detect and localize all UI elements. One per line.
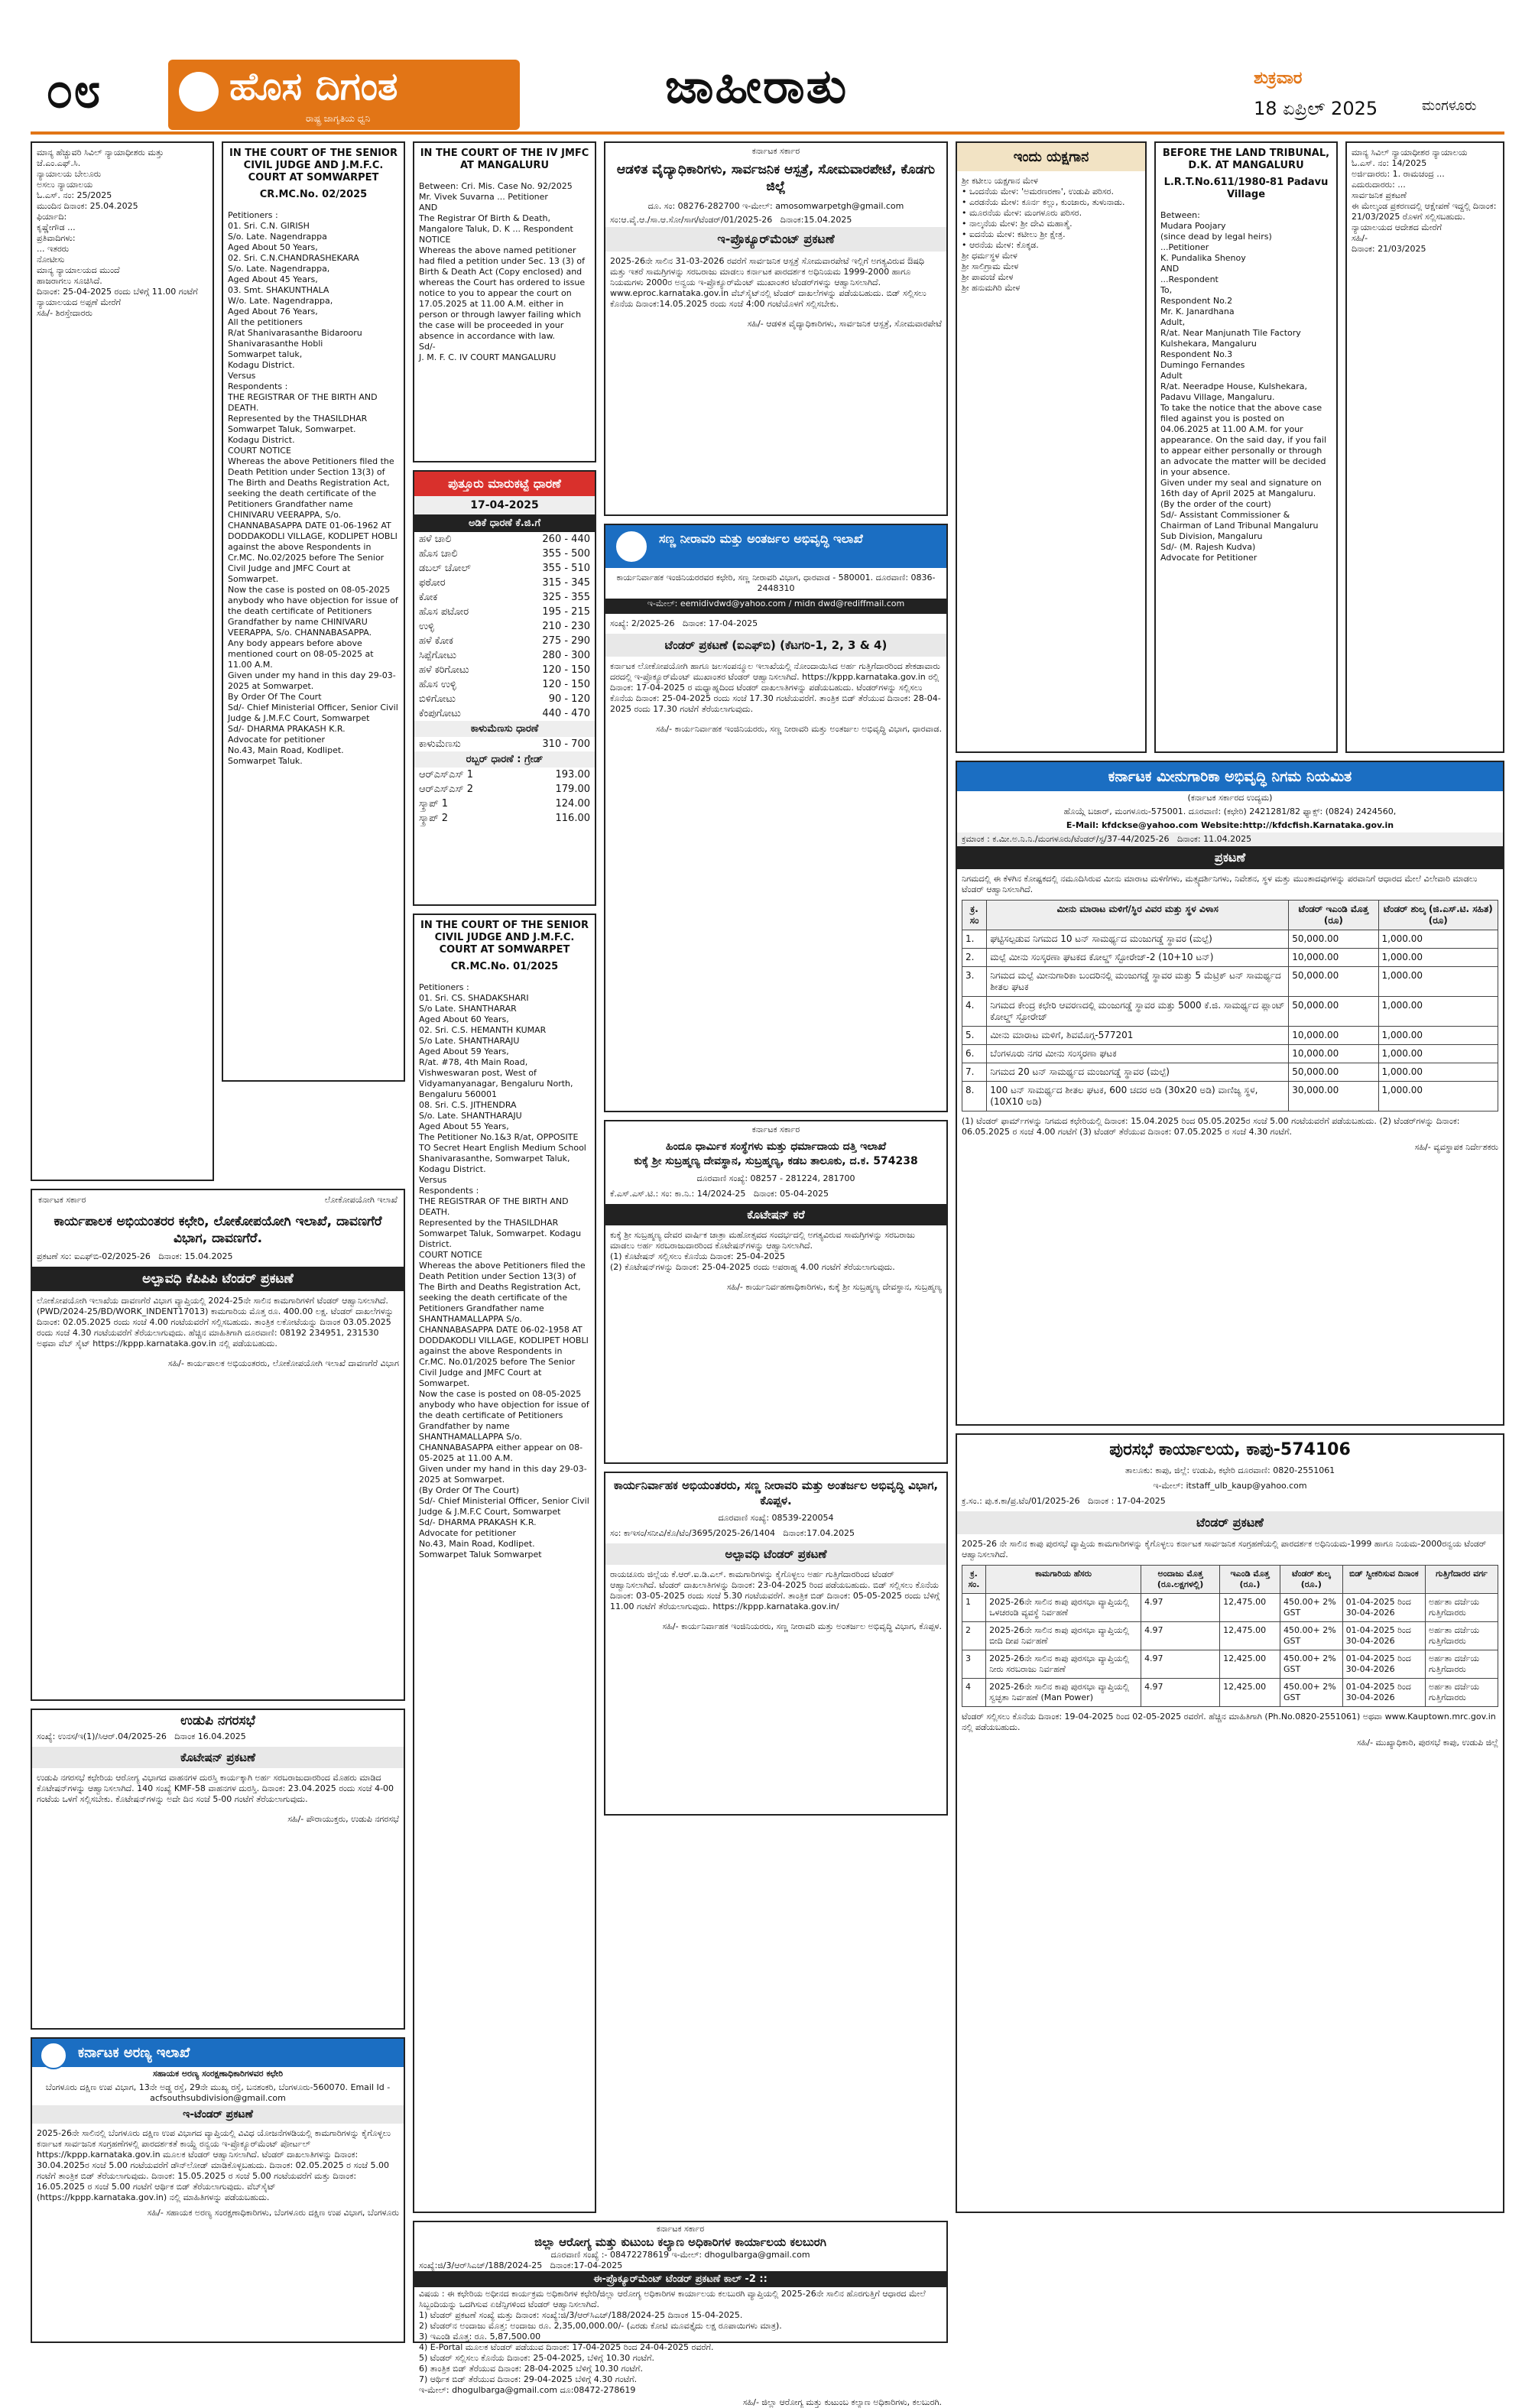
court-heading: IN THE COURT OF THE SENIOR CIVIL JUDGE AND J.M.F.C. COURT AT SOMWARPET xyxy=(420,920,592,956)
rate-value: 120 - 150 xyxy=(542,664,590,676)
hospital-contact: ದೂ. ಸಂ: 08276-282700 ಇ-ಮೇಲ್: amosomwarpetgh@gmail.com xyxy=(647,201,904,211)
rate-name: ಹೊಸ ಚಾಲಿ xyxy=(419,548,458,560)
rate-value: 325 - 355 xyxy=(542,592,590,603)
court-notice-somwarpet-2 xyxy=(222,141,405,1082)
kaup-email: ಇ-ಮೇಲ್: itstaff_ulb_kaup@yahoo.com xyxy=(1153,1481,1307,1491)
table-cell: 12,475.00 xyxy=(1220,1594,1280,1622)
dept-header: ಲೋಕೋಪಯೋಗಿ ಇಲಾಖೆ xyxy=(324,1195,398,1205)
table-cell: 30,000.00 xyxy=(1289,1082,1378,1112)
table-cell: 1 xyxy=(962,1594,986,1622)
notice-title: ಇ-ಟೆಂಡರ್ ಪ್ರಕಟಣೆ xyxy=(32,2105,404,2124)
table-cell: 1,000.00 xyxy=(1378,997,1498,1027)
table-cell: 1. xyxy=(962,930,987,949)
column-header: ಗುತ್ತಿಗೆದಾರರ ವರ್ಗ xyxy=(1425,1566,1498,1594)
kaup-sign: ಸಹಿ/- ಮುಖ್ಯಾಧಿಕಾರಿ, ಪುರಸಭೆ ಕಾಪು, ಉಡುಪಿ ಜಿಲ್ಲೆ xyxy=(1356,1738,1498,1748)
tribunal-heading: BEFORE THE LAND TRIBUNAL, D.K. AT MANGALURU xyxy=(1162,148,1333,171)
rate-name: ಸ್ಕ್ರಾಪ್ 2 xyxy=(419,813,449,824)
koppal-tender xyxy=(604,1472,948,1816)
fisheries-addr: ಹೊಯ್ಗೆ ಬಜಾರ್, ಮಂಗಳೂರು-575001. ದೂರವಾಣಿ: (ಕಛೇರಿ) 2421281/82 ಫ್ಯಾಕ್ಸ್: (0824) 2424560, xyxy=(1063,806,1397,816)
fisheries-email: E-Mail: kfdckse@yahoo.com Website:http://kfdcfish.Karnataka.gov.in xyxy=(1066,820,1394,830)
table-cell: 2025-26ನೇ ಸಾಲಿನ ಕಾಪು ಪುರಸಭಾ ವ್ಯಾಪ್ತಿಯಲ್ಲಿ ನೀರು ಸರಬರಾಜು ನಿರ್ವಹಣೆ xyxy=(986,1650,1141,1679)
rate-row xyxy=(414,576,595,590)
kaup-footer: ಟೆಂಡರ್ ಸಲ್ಲಿಸಲು ಕೊನೆಯ ದಿನಾಂಕ: 19-04-2025 ರಿಂದ 02-05-2025 ರವರೆಗೆ. ಹೆಚ್ಚಿನ ಮಾಹಿತಿಗಾಗಿ (Ph.No.0820-2551061) ಅಥವಾ www.Kauptown.mrc.gov.in ನಲ್ಲಿ ಪಡೆಯಬಹುದು. xyxy=(962,1712,1499,1732)
hospital-ref: ಸಂ:ಆ.ವೈ.ಆ./ಸಾ.ಆ.ಸೋ/ಸಾಗ/ಟೆಂಡರ್/01/2025-26 ದಿನಾಂಕ:15.04.2025 xyxy=(610,215,852,225)
hospital-body: 2025-26ನೇ ಸಾಲಿನ 31-03-2026 ರವರೆಗೆ ಸಾರ್ವಜನಿಕ ಆಸ್ಪತ್ರೆ ಸೋಮವಾರಪೇಟೆ ಇಲ್ಲಿಗೆ ಅಗತ್ಯವಿರುವ ಔಷಧಿ ಮತ್ತು ಇತರೆ ಸಾಮಗ್ರಿಗಳನ್ನು ಸರಬರಾಜು ಮಾಡಲು ಕರ್ನಾಟಕ ಪಾರದರ್ಶಕ ಅಧಿನಿಯಮ 1999-2000 ಹಾಗೂ ನಿಯಮಗಳು 2000ರ ಅನ್ವಯ ಇ-ಪ್ರೊಕ್ಯೂರ್‌ಮೆಂಟ್ ಮುಖಾಂತರ ಟೆಂಡರ್‌ಗಳನ್ನು ಆಹ್ವಾನಿಸಲಾಗಿದೆ. www.eproc.karnataka.gov.in ವೆಬ್‌ಸೈಟ್‌ನಲ್ಲಿ ಟೆಂಡರ್ ದಾಖಲೆಗಳನ್ನು ಪಡೆಯಬಹುದು. ಬಿಡ್ ಸಲ್ಲಿಸಲು ಕೊನೆಯ ದಿನಾಂಕ:14.05.2025 ರಂದು ಸಂಜೆ 4:00 ಗಂಟೆಯೊಳಗೆ ಸಲ್ಲಿಸಬೇಕು. xyxy=(610,256,930,309)
table-cell: 01-04-2025 ರಿಂದ 30-04-2026 xyxy=(1342,1622,1425,1650)
rate-name: ಆರ್‌ಎಸ್‌ಎಸ್ 1 xyxy=(419,769,473,780)
rate-value: 440 - 470 xyxy=(542,708,590,719)
table-cell: 12,475.00 xyxy=(1220,1622,1280,1650)
forest-emblem-icon xyxy=(40,2042,67,2069)
health-contact: ದೂರವಾಣಿ ಸಂಖ್ಯೆ :- 08472278619 ಇ-ಮೇಲ್: dhogulbarga@gmail.com xyxy=(550,2250,810,2260)
govt-header: ಕರ್ನಾಟಕ ಸರ್ಕಾರ xyxy=(38,1195,86,1205)
logo-tagline: ರಾಷ್ಟ್ರ ಜಾಗೃತಿಯ ಧ್ವನಿ xyxy=(306,113,371,124)
rate-value: 355 - 510 xyxy=(542,563,590,574)
rate-row xyxy=(414,706,595,721)
table-cell: 4 xyxy=(962,1679,986,1707)
table-cell: ನಿಗಮದ 20 ಟನ್ ಸಾಮರ್ಥ್ಯದ ಮಂಜುಗಡ್ಡೆ ಸ್ಥಾವರ (ಮಲ್ಪೆ) xyxy=(987,1063,1289,1082)
rate-name: ಹಳೆ ಕೋಕ xyxy=(419,635,453,647)
rate-value: 310 - 700 xyxy=(542,738,590,750)
govt-header: ಕರ್ನಾಟಕ ಸರ್ಕಾರ xyxy=(751,1124,800,1134)
court-notice-belur xyxy=(31,141,214,1181)
rate-name: ಹೊಸ ಪಟೋರ xyxy=(419,606,469,618)
page-number: ೦೮ xyxy=(46,63,101,119)
logo xyxy=(168,60,520,130)
hospital-title: ಆಡಳಿತ ವೈದ್ಯಾಧಿಕಾರಿಗಳು, ಸಾರ್ವಜನಿಕ ಆಸ್ಪತ್ರೆ, ಸೋಮವಾರಪೇಟೆ, ಕೊಡಗು ಜಿಲ್ಲೆ xyxy=(616,162,939,194)
notice-title: ಪ್ರಕಟಣೆ xyxy=(957,846,1503,869)
table-cell: ಅರ್ಹತಾ ದರ್ಜೆಯ ಗುತ್ತಿಗೆದಾರರು xyxy=(1425,1622,1498,1650)
court-notice-right xyxy=(1345,141,1504,753)
table-cell: 4.97 xyxy=(1141,1622,1220,1650)
column-header: ಮೀನು ಮಾರಾಟ ಮಳಿಗೆ/ಸ್ಥಿರ ವಿವರ ಮತ್ತು ಸ್ಥಳ ವಿಳಾಸ xyxy=(987,901,1289,930)
table-cell: 2025-26ನೇ ಸಾಲಿನ ಕಾಪು ಪುರಸಭಾ ವ್ಯಾಪ್ತಿಯಲ್ಲಿ ಸ್ವಚ್ಛತಾ ನಿರ್ವಹಣೆ (Man Power) xyxy=(986,1679,1141,1707)
temple-sign: ಸಹಿ/- ಕಾರ್ಯನಿರ್ವಹಣಾಧಿಕಾರಿಗಳು, ಕುಕ್ಕೆ ಶ್ರೀ ಸುಬ್ರಹ್ಮಣ್ಯ ದೇವಸ್ಥಾನ, ಸುಬ್ರಹ್ಮಣ್ಯ xyxy=(726,1282,942,1292)
table-cell: 2 xyxy=(962,1622,986,1650)
udupi-title: ಉಡುಪಿ ನಗರಸಭೆ xyxy=(180,1713,255,1728)
column-header: ಬಿಡ್ ಸ್ವೀಕರಿಸುವ ದಿನಾಂಕ xyxy=(1342,1566,1425,1594)
yakshagana-title: ಇಂದು ಯಕ್ಷಗಾನ xyxy=(957,143,1145,171)
column-header: ಇಎಂಡಿ ಮೊತ್ತ (ರೂ.) xyxy=(1220,1566,1280,1594)
fisheries-tender xyxy=(956,761,1504,1426)
udupi-sign: ಸಹಿ/- ಪೌರಾಯುಕ್ತರು, ಉಡುಪಿ ನಗರಸಭೆ xyxy=(287,1814,399,1824)
pwd-title: ಕಾರ್ಯಪಾಲಕ ಅಭಿಯಂತರರ ಕಛೇರಿ, ಲೋಕೋಪಯೋಗಿ ಇಲಾಖೆ, ದಾವಣಗೆರೆ ವಿಭಾಗ, ದಾವಣಗೆರೆ. xyxy=(54,1214,387,1246)
rate-name: ಉಳ್ಳಿ xyxy=(419,621,434,632)
hospital-tender xyxy=(604,141,948,516)
table-cell: 5. xyxy=(962,1027,987,1045)
table-cell: ಘಟ್ಟಿಸಲ್ಪಡುವ ನಿಗಮದ 10 ಟನ್ ಸಾಮರ್ಥ್ಯದ ಮಂಜುಗಡ್ಡೆ ಸ್ಥಾವರ (ಮಲ್ಪೆ) xyxy=(987,930,1289,949)
rate-value: 195 - 215 xyxy=(542,606,590,618)
table-cell: 4.97 xyxy=(1141,1679,1220,1707)
rate-value: 124.00 xyxy=(555,798,590,810)
hospital-sign: ಸಹಿ/- ಆಡಳಿತ ವೈದ್ಯಾಧಿಕಾರಿಗಳು, ಸಾರ್ವಜನಿಕ ಆಸ್ಪತ್ರೆ, ಸೋಮವಾರಪೇಟೆ xyxy=(747,319,942,329)
table-row xyxy=(962,1082,1498,1112)
court-body: Between: Cri. Mis. Case No. 92/2025 Mr. Vivek Suvarna ... Petitioner AND The Registrar Of Birth & Death, Mangalore Taluk, D. K ... Respondent NOTICE Whereas the above named petitioner had filed a petition under Sec. 13 (3) of Birth & Death Act (Copy enclosed) and whereas the Court has ordered to issue notice to you to appear the court on 17.05.2025 at 11.00 A.M. either in person or through lawyer failing which the case will be proceeded in your absence in accordance with law. Sd/- J. M. F. C. IV COURT MANGALURU xyxy=(419,181,586,362)
table-row xyxy=(962,1063,1498,1082)
rate-row xyxy=(414,648,595,663)
table-cell: 450.00+ 2% GST xyxy=(1280,1594,1343,1622)
yakshagana-body: ಶ್ರೀ ಕಟೀಲು ಯಕ್ಷಗಾನ ಮೇಳ • ಒಂದನೆಯ ಮೇಳ: 'ಅಮರಣರಣಾ', ಉಡುಪಿ ಪರಿಸರ. • ಎರಡನೆಯ ಮೇಳ: ಕೂರ್ನ ಕಲ್ಲು, ಕುಂಜಾರು, ತುಳುನಾಡು. • ಮೂರನೆಯ ಮೇಳ: ಮಂಗಳೂರು ಪರಿಸರ. • ನಾಲ್ಕನೆಯ ಮೇಳ: ಶ್ರೀ ದೇವಿ ಮಹಾತ್ಮೆ. • ಐದನೆಯ ಮೇಳ: ಕಟೀಲು ಶ್ರೀ ಕ್ಷೇತ್ರ. • ಆರನೆಯ ಮೇಳ: ಕೊಕ್ಕಡ. ಶ್ರೀ ಧರ್ಮಸ್ಥಳ ಮೇಳ ಶ್ರೀ ಸಾಲಿಗ್ರಾಮ ಮೇಳ ಶ್ರೀ ಪಾವಂಜೆ ಮೇಳ ಶ್ರೀ ಹನುಮಗಿರಿ ಮೇಳ xyxy=(962,176,1125,293)
table-cell: 12,425.00 xyxy=(1220,1679,1280,1707)
table-cell: ಬೆಂಗಳೂರು ನಗರ ಮೀನು ಸಂಸ್ಕರಣಾ ಘಟಕ xyxy=(987,1045,1289,1063)
irrigation-ref: ಸಂಖ್ಯೆ: 2/2025-26 ದಿನಾಂಕ: 17-04-2025 xyxy=(610,618,758,628)
table-row xyxy=(962,1594,1498,1622)
section-title: ಜಾಹೀರಾತು xyxy=(665,58,849,114)
case-number: CR.MC.No. 02/2025 xyxy=(259,189,368,200)
table-cell: 01-04-2025 ರಿಂದ 30-04-2026 xyxy=(1342,1679,1425,1707)
forest-sign: ಸಹಿ/- ಸಹಾಯಕ ಅರಣ್ಯ ಸಂರಕ್ಷಣಾಧಿಕಾರಿಗಳು, ಬೆಂಗಳೂರು ದಕ್ಷಿಣ ಉಪ ವಿಭಾಗ, ಬೆಂಗಳೂರು xyxy=(147,2208,399,2218)
rate-name: ಡಬಲ್ ಚೋಲ್ xyxy=(419,563,471,574)
column-header: ಅಂದಾಜು ಮೊತ್ತ (ರೂ.ಲಕ್ಷಗಳಲ್ಲಿ) xyxy=(1141,1566,1220,1594)
market-date: 17-04-2025 xyxy=(414,496,595,514)
irrigation-tender xyxy=(604,524,948,1112)
pepper-rate xyxy=(414,737,595,751)
health-ref: ಸಂಖ್ಯೆ:ಜಿ/3/ಆರ್‌ಸಿಎಚ್/188/2024-25 ದಿನಾಂಕ:17-04-2025 xyxy=(419,2260,623,2270)
table-cell: 450.00+ 2% GST xyxy=(1280,1679,1343,1707)
irrigation-office: ಕಾರ್ಯನಿರ್ವಾಹಕ ಇಂಜಿನಿಯರರವರ ಕಛೇರಿ, ಸಣ್ಣ ನೀರಾವರಿ ವಿಭಾಗ, ಧಾರವಾಡ - 580001. ದೂರವಾಣಿ: 0836-2448310 xyxy=(616,573,936,593)
column-header: ಟೆಂಡರ್ ಶುಲ್ಕ (ರೂ.) xyxy=(1280,1566,1343,1594)
kaup-ref: ಕ್ರ.ಸಂ.: ಪು.ಕ.ಕಾ/ಪ್ರ.ಟೆಂ/01/2025-26 ದಿನಾಂಕ : 17-04-2025 xyxy=(962,1496,1166,1506)
fisheries-table xyxy=(962,900,1498,1112)
issue-day: ಶುಕ್ರವಾರ xyxy=(1254,69,1303,88)
issue-date: 18 ಏಪ್ರಿಲ್ 2025 xyxy=(1254,98,1378,119)
table-cell: 100 ಟನ್ ಸಾಮರ್ಥ್ಯದ ಶೀತಲ ಘಟಕ, 600 ಚದರ ಅಡಿ (30x20 ಅಡಿ) ವಾಣಿಜ್ಯ ಸ್ಥಳ, (10X10 ಅಡಿ) xyxy=(987,1082,1289,1112)
koppal-ref: ಸಂ: ಕಾಇಸಂ/ಸನೀವಿ/ಕೊ/ಟೆಂ/3695/2025-26/1404 ದಿನಾಂಕ:17.04.2025 xyxy=(610,1528,855,1538)
tribunal-case: L.R.T.No.611/1980-81 Padavu Village xyxy=(1163,177,1332,200)
forest-sub: ಸಹಾಯಕ ಅರಣ್ಯ ಸಂರಕ್ಷಣಾಧಿಕಾರಿಗಳವರ ಕಛೇರಿ xyxy=(153,2069,283,2079)
rate-name: ಕೆಂಪುಗೋಟು xyxy=(419,708,461,719)
pwd-ref: ಪ್ರಕಟಣೆ ಸಂ: ಐಎಫ್‌ಬಿ-02/2025-26 ದಿನಾಂಕ: 15.04.2025 xyxy=(37,1251,233,1261)
table-row xyxy=(962,1027,1498,1045)
rate-row xyxy=(414,547,595,561)
header-rule xyxy=(31,131,1504,135)
rate-row xyxy=(414,782,595,797)
table-row xyxy=(962,930,1498,949)
table-row xyxy=(962,967,1498,997)
table-cell: ಮೀನು ಮಾರಾಟ ಮಳಿಗೆ, ಶಿವಮೊಗ್ಗ-577201 xyxy=(987,1027,1289,1045)
notice-title: ಟೆಂಡರ್ ಪ್ರಕಟಣೆ xyxy=(957,1511,1503,1534)
temple-contact: ದೂರವಾಣಿ ಸಂಖ್ಯೆ: 08257 - 281224, 281700 xyxy=(696,1173,855,1183)
court-heading: IN THE COURT OF THE SENIOR CIVIL JUDGE AND J.M.F.C. COURT AT SOMWARPET xyxy=(229,148,401,183)
notice-title: ಅಲ್ಪಾವಧಿ ಟೆಂಡರ್ ಪ್ರಕಟಣೆ xyxy=(605,1543,946,1565)
table-cell: 1,000.00 xyxy=(1378,1082,1498,1112)
table-cell: 1,000.00 xyxy=(1378,949,1498,967)
rate-row xyxy=(414,532,595,547)
udupi-ref: ಸಂಖ್ಯೆ: ಉನಸ/ಇ(1)/ಸಿಆರ್.04/2025-26 ದಿನಾಂಕ 16.04.2025 xyxy=(37,1731,246,1741)
court-heading: IN THE COURT OF THE IV JMFC AT MANGALURU xyxy=(420,148,592,171)
table-cell: 01-04-2025 ರಿಂದ 30-04-2026 xyxy=(1342,1650,1425,1679)
rate-row xyxy=(414,797,595,811)
table-cell: 12,425.00 xyxy=(1220,1650,1280,1679)
table-cell: 1,000.00 xyxy=(1378,930,1498,949)
table-cell: 4.97 xyxy=(1141,1650,1220,1679)
table-cell: 1,000.00 xyxy=(1378,967,1498,997)
temple-title: ಹಿಂದೂ ಧಾರ್ಮಿಕ ಸಂಸ್ಥೆಗಳು ಮತ್ತು ಧರ್ಮಾದಾಯ ದತ್ತಿ ಇಲಾಖೆ ಕುಕ್ಕೆ ಶ್ರೀ ಸುಬ್ರಹ್ಮಣ್ಯ ದೇವಸ್ಥಾನ, ಸುಬ್ರಹ್ಮಣ್ಯ, ಕಡಬ ತಾಲೂಕು, ದ.ಕ. 574238 xyxy=(634,1141,918,1167)
notice-title: ಕೊಟೇಷನ್ ಕರೆ xyxy=(605,1204,946,1225)
table-cell: 10,000.00 xyxy=(1289,1045,1378,1063)
table-cell: 50,000.00 xyxy=(1289,1063,1378,1082)
fisheries-ref: ಕ್ರಮಾಂಕ : ಕ.ಮೀ.ಅ.ನಿ.ನಿ./ಮಂಗಳೂರು/ಟೆಂಡರ್/ಸ್ಟ/37-44/2025-26 ದಿನಾಂಕ: 11.04.2025 xyxy=(957,832,1503,846)
market-title: ಪುತ್ತೂರು ಮಾರುಕಟ್ಟೆ ಧಾರಣೆ xyxy=(414,472,595,496)
table-row xyxy=(962,1622,1498,1650)
column-header: ಟೆಂಡರ್ ಇಎಂಡಿ ಮೊತ್ತ (ರೂ) xyxy=(1289,901,1378,930)
table-cell: 6. xyxy=(962,1045,987,1063)
court-notice-mangaluru xyxy=(413,141,596,462)
kaup-intro: 2025-26 ನೇ ಸಾಲಿನ ಕಾಪು ಪುರಸಭೆ ವ್ಯಾಪ್ತಿಯ ಕಾಮಗಾರಿಗಳನ್ನು ಕೈಗೊಳ್ಳಲು ಕರ್ನಾಟಕ ಸಾರ್ವಜನಿಕ ಸಂಗ್ರಹಣೆಯಲ್ಲಿ ಪಾರದರ್ಶಕ ಅಧಿನಿಯಮ-1999 ಹಾಗೂ ನಿಯಮ-2000ರನ್ವಯ ಟೆಂಡರ್ ಆಹ್ವಾನಿಸಲಾಗಿದೆ. xyxy=(962,1539,1489,1559)
rate-row xyxy=(414,619,595,634)
health-title: ಜಿಲ್ಲಾ ಆರೋಗ್ಯ ಮತ್ತು ಕುಟುಂಬ ಕಲ್ಯಾಣ ಅಧಿಕಾರಿಗಳ ಕಾರ್ಯಾಲಯ ಕಲಬುರಗಿ xyxy=(534,2235,826,2249)
rate-row xyxy=(414,768,595,782)
table-cell: 450.00+ 2% GST xyxy=(1280,1622,1343,1650)
fisheries-sub: (ಕರ್ನಾಟಕ ಸರ್ಕಾರದ ಉದ್ಯಮ) xyxy=(1187,793,1273,803)
table-header xyxy=(962,901,1498,930)
column-header: ಕ್ರ. ಸಂ. xyxy=(962,1566,986,1594)
table-cell: 50,000.00 xyxy=(1289,967,1378,997)
table-cell: 1,000.00 xyxy=(1378,1027,1498,1045)
pepper-title: ಕಾಳುಮೆಣಸು ಧಾರಣೆ xyxy=(414,721,595,737)
fisheries-footer: (1) ಟೆಂಡರ್ ಫಾರ್ಮ್‌ಗಳನ್ನು ನಿಗಮದ ಕಛೇರಿಯಲ್ಲಿ ದಿನಾಂಕ: 15.04.2025 ರಿಂದ 05.05.2025ರ ಸಂಜೆ 5.00 ಗಂಟೆಯವರೆಗೆ ಪಡೆಯಬಹುದು. (2) ಟೆಂಡರ್‌ಗಳನ್ನು ದಿನಾಂಕ: 06.05.2025 ರ ಸಂಜೆ 4.00 ಗಂಟೆಗೆ (3) ಟೆಂಡರ್ ತೆರೆಯುವ ದಿನಾಂಕ: 07.05.2025 ರ ಸಂಜೆ 4.30 ಗಂಟೆಗೆ. xyxy=(962,1116,1462,1137)
rate-name: ಬಿಳಿಗೋಟು xyxy=(419,693,456,705)
health-tender xyxy=(413,2221,948,2407)
land-tribunal-notice xyxy=(1154,141,1338,753)
table-row xyxy=(962,997,1498,1027)
irrigation-title: ಸಣ್ಣ ನೀರಾವರಿ ಮತ್ತು ಅಂತರ್ಜಲ ಅಭಿವೃದ್ಧಿ ಇಲಾಖೆ xyxy=(605,525,946,568)
table-cell: ಅರ್ಹತಾ ದರ್ಜೆಯ ಗುತ್ತಿಗೆದಾರರು xyxy=(1425,1594,1498,1622)
health-sign: ಸಹಿ/- ಜಿಲ್ಲಾ ಆರೋಗ್ಯ ಮತ್ತು ಕುಟುಂಬ ಕಲ್ಯಾಣ ಅಧಿಕಾರಿಗಳು, ಕಲಬುರಗಿ. xyxy=(742,2397,942,2407)
column-header: ಟೆಂಡರ್ ಶುಲ್ಕ (ಜಿ.ಎಸ್.ಟಿ. ಸಹಿತ) (ರೂ) xyxy=(1378,901,1498,930)
table-cell: 450.00+ 2% GST xyxy=(1280,1650,1343,1679)
rate-value: 355 - 500 xyxy=(542,548,590,560)
health-body: ವಿಷಯ : ಈ ಕಛೇರಿಯ ಅಧೀನದ ಕಾರ್ಯಕ್ರಮ ಅಧಿಕಾರಿಗಳ ಕಛೇರಿ/ಜಿಲ್ಲಾ ಆರೋಗ್ಯ ಅಧಿಕಾರಿಗಳ ಕಾರ್ಯಾಲಯ ಕಲಬುರಗಿ ವ್ಯಾಪ್ತಿಯಲ್ಲಿ 2025-26ನೇ ಸಾಲಿನ ಹೊರಗುತ್ತಿಗೆ ಆಧಾರದ ಮೇಲೆ ಸಿಬ್ಬಂದಿಯನ್ನು ಒದಗಿಸುವ ಏಜೆನ್ಸಿಗಳಿಂದ ಟೆಂಡರ್ ಆಹ್ವಾನಿಸಲಾಗಿದೆ. 1) ಟೆಂಡರ್ ಪ್ರಕಟಣೆ ಸಂಖ್ಯೆ ಮತ್ತು ದಿನಾಂಕ: ಸಂಖ್ಯೆ:ಜಿ/3/ಆರ್‌ಸಿಎಚ್/188/2024-25 ದಿನಾಂಕ 15-04-2025. 2) ಟೆಂಡರ್‌ನ ಅಂದಾಜು ಮೊತ್ತ: ಅಂದಾಜು ರೂ. 2,35,00,000.00/- (ಎರಡು ಕೋಟಿ ಮೂವತ್ತೈದು ಲಕ್ಷ ರೂಪಾಯಿಗಳು ಮಾತ್ರ). 3) ಇಎಂಡಿ ಮೊತ್ತ: ರೂ. 5,87,500.00 4) E-Portal ಮೂಲಕ ಟೆಂಡರ್ ಪಡೆಯುವ ದಿನಾಂಕ: 17-04-2025 ರಿಂದ 24-04-2025 ರವರೆಗೆ. 5) ಟೆಂಡರ್ ಸಲ್ಲಿಸಲು ಕೊನೆಯ ದಿನಾಂಕ: 25-04-2025, ಬೆಳಿಗ್ಗೆ 10.30 ಗಂಟೆಗೆ. 6) ತಾಂತ್ರಿಕ ಬಿಡ್ ತೆರೆಯುವ ದಿನಾಂಕ: 28-04-2025 ಬೆಳಿಗ್ಗೆ 10.30 ಗಂಟೆಗೆ. 7) ಆರ್ಥಿಕ ಬಿಡ್ ತೆರೆಯುವ ದಿನಾಂಕ: 29-04-2025 ಬೆಳಿಗ್ಗೆ 4.30 ಗಂಟೆಗೆ. ಇ-ಮೇಲ್: dhogulbarga@gmail.com ದೂ:08472-278619 xyxy=(419,2289,926,2395)
column-header: ಕಾಮಗಾರಿಯ ಹೆಸರು xyxy=(986,1566,1141,1594)
table-cell: 01-04-2025 ರಿಂದ 30-04-2026 xyxy=(1342,1594,1425,1622)
table-cell: 3. xyxy=(962,967,987,997)
table-cell: 3 xyxy=(962,1650,986,1679)
irrigation-sign: ಸಹಿ/- ಕಾರ್ಯನಿರ್ವಾಹಕ ಇಂಜಿನಿಯರರು, ಸಣ್ಣ ನೀರಾವರಿ ಮತ್ತು ಅಂತರ್ಜಲ ಅಭಿವೃದ್ಧಿ ವಿಭಾಗ, ಧಾರವಾಡ. xyxy=(656,724,942,734)
rate-value: 116.00 xyxy=(555,813,590,824)
table-row xyxy=(962,1650,1498,1679)
rate-value: 120 - 150 xyxy=(542,679,590,690)
market-subtitle: ಅಡಿಕೆ ಧಾರಣೆ ಕೆ.ಜಿ.ಗೆ xyxy=(414,514,595,532)
table-cell: ಅರ್ಹತಾ ದರ್ಜೆಯ ಗುತ್ತಿಗೆದಾರರು xyxy=(1425,1679,1498,1707)
notice-title: ಅಲ್ಪಾವಧಿ ಕೆಪಿಪಿಪಿ ಟೆಂಡರ್ ಪ್ರಕಟಣೆ xyxy=(32,1267,404,1291)
logo-text: ಹೊಸ ದಿಗಂತ xyxy=(229,64,398,109)
rate-value: 90 - 120 xyxy=(548,693,590,705)
fisheries-title: ಕರ್ನಾಟಕ ಮೀನುಗಾರಿಕಾ ಅಭಿವೃದ್ಧಿ ನಿಗಮ ನಿಯಮಿತ xyxy=(957,762,1503,791)
table-cell: 2025-26ನೇ ಸಾಲಿನ ಕಾಪು ಪುರಸಭಾ ವ್ಯಾಪ್ತಿಯಲ್ಲಿ ಬೀದಿ ದೀಪ ನಿರ್ವಹಣೆ xyxy=(986,1622,1141,1650)
rate-name: ಕೋಕ xyxy=(419,592,438,603)
pwd-tender xyxy=(31,1189,405,1701)
rate-name: ಹಳೆ ಚಾಲಿ xyxy=(419,534,452,545)
rate-value: 179.00 xyxy=(555,784,590,795)
rate-row xyxy=(414,634,595,648)
table-cell: ಮಲ್ಪೆ ಮೀನು ಸಂಸ್ಕರಣಾ ಘಟಕದ ಕೋಲ್ಡ್ ಸ್ಟೋರೇಜ್-2 (10+10 ಟನ್) xyxy=(987,949,1289,967)
rate-name: ಫಠೋರ xyxy=(419,577,446,589)
table-cell: 2. xyxy=(962,949,987,967)
table-cell: 10,000.00 xyxy=(1289,1027,1378,1045)
rate-name: ಹಳೆ ಕರಿಗೋಟು xyxy=(419,664,469,676)
pwd-body: ಲೋಕೋಪಯೋಗಿ ಇಲಾಖೆಯ ದಾವಣಗೆರೆ ವಿಭಾಗ ವ್ಯಾಪ್ತಿಯಲ್ಲಿ 2024-25ನೇ ಸಾಲಿನ ಕಾಮಗಾರಿಗಳಿಗೆ ಟೆಂಡರ್ ಆಹ್ವಾನಿಸಲಾಗಿದೆ. (PWD/2024-25/BD/WORK_INDENT17013) ಕಾಮಗಾರಿಯ ಮೊತ್ತ ರೂ. 400.00 ಲಕ್ಷ. ಟೆಂಡರ್ ದಾಖಲೆಗಳನ್ನು ದಿನಾಂಕ: 02.05.2025 ರಂದು ಸಂಜೆ 4.00 ಗಂಟೆಯವರೆಗೆ ಸಲ್ಲಿಸಬಹುದು. ತಾಂತ್ರಿಕ ಲಕೋಟೆಯನ್ನು ದಿನಾಂಕ 03.05.2025 ರಂದು ಸಂಜೆ 4.30 ಗಂಟೆಯವರೆಗೆ ತೆರೆಯಲಾಗುವುದು. ಹೆಚ್ಚಿನ ಮಾಹಿತಿಗಾಗಿ ದೂರವಾಣಿ: 08192 234951, 231530 ಅಥವಾ ವೆಬ್ ಸೈಟ್ https://kppp.karnataka.gov.in ನಲ್ಲಿ ಪಡೆಯಬಹುದು. xyxy=(37,1296,397,1348)
court-body: Petitioners : 01. Sri. C.N. GIRISH S/o. Late. Nagendrappa Aged About 50 Years, 02. Sri. C.N.CHANDRASHEKARA S/o. Late. Nagendrappa, Aged About 45 Years, 03. Smt. SHAKUNTHALA W/o. Late. Nagendrappa, Aged About 76 Years, All the petitioners R/at Shanivarasanthe Bidarooru Shanivarasanthe Hobli Somwarpet taluk, Kodagu District. Versus Respondents : THE REGISTRAR OF THE BIRTH AND DEATH. Represented by the THASILDHAR Somwarpet Taluk, Somwarpet. Kodagu District. COURT NOTICE Whereas the above Petitioners filed the Death Petition under Section 13(3) of The Birth and Deaths Registration Act, seeking the death certificate of the Petitioners Grandfather name CHINIVARU VEERAPPA, S/o. CHANNABASAPPA DATE 01-06-1962 AT DODDAKODLI VILLAGE, KODLIPET HOBLI against the above Respondents in Cr.MC. No.02/2025 before The Senior Civil Judge and JMFC Court at Somwarpet. Now the case is posted on 08-05-2025 anybody who have objection for issue of the death certificate of Petitioners Grandfather by name CHINIVARU VEERAPPA, S/o. CHANNABASAPPA. Any body appears before above mentioned court on 08-05-2025 at 11.00 A.M. Given under my hand in this day 29-03-2025 at Somwarpet. By Order Of The Court Sd/- Chief Ministerial Officer, Senior Civil Judge & J.M.F.C Court, Somwarpet Sd/- DHARMA PRAKASH K.R. Advocate for petitioner No.43, Main Road, Kodlipet. Somwarpet Taluk. xyxy=(228,210,398,766)
case-number: CR.MC.No. 01/2025 xyxy=(450,961,559,972)
koppal-body: ರಾಯಚೂರು ಜಿಲ್ಲೆಯ ಕೆ.ಆರ್.ಐ.ಡಿ.ಎಲ್. ಕಾಮಗಾರಿಗಳನ್ನು ಕೈಗೊಳ್ಳಲು ಅರ್ಹ ಗುತ್ತಿಗೆದಾರರಿಂದ ಟೆಂಡರ್ ಆಹ್ವಾನಿಸಲಾಗಿದೆ. ಟೆಂಡರ್ ದಾಖಲಾತಿಗಳನ್ನು ದಿನಾಂಕ: 23-04-2025 ರಿಂದ ಪಡೆಯಬಹುದು. ಬಿಡ್ ಸಲ್ಲಿಸಲು ಕೊನೆಯ ದಿನಾಂಕ: 03-05-2025 ರಂದು ಸಂಜೆ 5.30 ಗಂಟೆಯವರೆಗೆ. ತಾಂತ್ರಿಕ ಬಿಡ್ ದಿನಾಂಕ: 05-05-2025 ರಂದು ಬೆಳಿಗ್ಗೆ 11.00 ಗಂಟೆಗೆ ತೆರೆಯಲಾಗುವುದು. https://kppp.karnataka.gov.in/ xyxy=(610,1569,943,1611)
koppal-contact: ದೂರವಾಣಿ ಸಂಖ್ಯೆ: 08539-220054 xyxy=(718,1513,834,1523)
rate-name: ಕಾಳುಮೆಣಸು xyxy=(419,738,461,750)
table-row xyxy=(962,1679,1498,1707)
table-cell: ಅರ್ಹತಾ ದರ್ಜೆಯ ಗುತ್ತಿಗೆದಾರರು xyxy=(1425,1650,1498,1679)
table-cell: ನಿಗಮದ ಕೇಂದ್ರ ಕಛೇರಿ ಆವರಣದಲ್ಲಿ ಮಂಜುಗಡ್ಡೆ ಸ್ಥಾವರ ಮತ್ತು 5000 ಕೆ.ಜಿ. ಸಾಮರ್ಥ್ಯದ ಪ್ಲಾಂಟ್ ಕೋಲ್ಡ್ ಸ್ಟೋರೇಜ್ xyxy=(987,997,1289,1027)
rate-row xyxy=(414,663,595,677)
rate-row xyxy=(414,605,595,619)
temple-quotation xyxy=(604,1120,948,1464)
forest-addr: ಬೆಂಗಳೂರು ದಕ್ಷಿಣ ಉಪ ವಿಭಾಗ, 13ನೇ ಅಡ್ಡ ರಸ್ತೆ, 29ನೇ ಮುಖ್ಯ ರಸ್ತೆ, ಬನಶಂಕರಿ, ಬೆಂಗಳೂರು-560070. Email Id - acfsouthsubdivision@gmail.com xyxy=(45,2082,393,2103)
notice-title: ಈ-ಪ್ರೊಕ್ಯೂರ್‌ಮೆಂಟ್ ಟೆಂಡರ್ ಪ್ರಕಟಣೆ ಕಾಲ್ -2 :: xyxy=(414,2271,946,2287)
rate-value: 315 - 345 xyxy=(542,577,590,589)
yakshagana-listing xyxy=(956,141,1147,753)
table-cell: 8. xyxy=(962,1082,987,1112)
kaup-title: ಪುರಸಭೆ ಕಾರ್ಯಾಲಯ, ಕಾಪು-574106 xyxy=(1109,1440,1351,1459)
rate-name: ಹೊಸ ಉಳ್ಳಿ xyxy=(419,679,456,690)
logo-emblem-icon xyxy=(179,72,219,112)
rate-row xyxy=(414,561,595,576)
koppal-sign: ಸಹಿ/- ಕಾರ್ಯನಿರ್ವಾಹಕ ಇಂಜಿನಿಯರರು, ಸಣ್ಣ ನೀರಾವರಿ ಮತ್ತು ಅಂತರ್ಜಲ ಅಭಿವೃದ್ಧಿ ವಿಭಾಗ, ಕೊಪ್ಪಳ. xyxy=(662,1621,942,1631)
edition: ಮಂಗಳೂರು xyxy=(1422,98,1477,114)
table-row xyxy=(962,1045,1498,1063)
rate-row xyxy=(414,590,595,605)
table-header xyxy=(962,1566,1498,1594)
arecanut-rate-list xyxy=(414,532,595,721)
court-notice-somwarpet-1 xyxy=(413,914,596,2213)
rate-name: ಸ್ಕ್ರಾಪ್ 1 xyxy=(419,798,449,810)
rate-row xyxy=(414,677,595,692)
kaup-addr: ತಾಲೂಕು: ಕಾಪು, ಜಿಲ್ಲೆ: ಉಡುಪಿ, ಕಛೇರಿ ದೂರವಾಣಿ: 0820-2551061 xyxy=(1124,1465,1335,1475)
notice-title: ಕೊಟೇಷನ್ ಪ್ರಕಟಣೆ xyxy=(32,1747,404,1768)
tribunal-body: Between: Mudara Poojary (since dead by legal heirs) ...Petitioner K. Pundalika Shenoy AND ...Respondent To, Respondent No.2 Mr. K. Janardhana Adult, R/at. Near Manjunath Tile Factory Kulshekara, Mangaluru Respondent No.3 Dumingo Fernandes Adult R/at. Neeradpe House, Kulshekara, Padavu Village, Mangaluru. To take the notice that the above case filed against you is posted on 04.06.2025 at 11.00 A.M. for your appearance. On the said day, if you fail to appear either personally or through an advocate the matter will be decided in your absence. Given under my seal and signature on 16th day of April 2025 at Mangaluru. (By the order of the court) Sd/- Assistant Commissioner & Chairman of Land Tribunal Mangaluru Sub Division, Mangaluru Sd/- (M. Rajesh Kudva) Advocate for Petitioner xyxy=(1160,210,1327,563)
rate-value: 275 - 290 xyxy=(542,635,590,647)
rate-value: 193.00 xyxy=(555,769,590,780)
table-cell: 4. xyxy=(962,997,987,1027)
irrigation-body: ಕರ್ನಾಟಕ ಲೋಕೋಪಯೋಗಿ ಹಾಗೂ ಜಲಸಂಪನ್ಮೂಲ ಇಲಾಖೆಯಲ್ಲಿ ನೋಂದಾಯಿಸಿದ ಅರ್ಹ ಗುತ್ತಿಗೆದಾರರಿಂದ ಶೇಕಡಾವಾರು ದರದಲ್ಲಿ ಇ-ಪ್ರೊಕ್ಯೂರ್‌ಮೆಂಟ್ ಮುಖಾಂತರ ಟೆಂಡರ್ ಆಹ್ವಾನಿಸಲಾಗಿದೆ. https://kppp.karnataka.gov.in ರಲ್ಲಿ ದಿನಾಂಕ: 17-04-2025 ರ ಮಧ್ಯಾಹ್ನದಿಂದ ಟೆಂಡರ್ ದಾಖಲಾತಿಗಳನ್ನು ಪಡೆಯಬಹುದು. ಟೆಂಡರ್‌ಗಳನ್ನು ಸಲ್ಲಿಸಲು ಕೊನೆಯ ದಿನಾಂಕ: 25-04-2025 ರಂದು ಸಂಜೆ 17.30 ಗಂಟೆಯವರೆಗೆ. ತಾಂತ್ರಿಕ ಬಿಡ್ ತೆರೆಯುವ ದಿನಾಂಕ: 28-04-2025 ರಂದು 17.30 ಗಂಟೆಗೆ ತೆರೆಯಲಾಗುವುದು. xyxy=(610,661,943,714)
rate-name: ಸಿಪ್ಪೆಗೋಟು xyxy=(419,650,456,661)
table-cell: 7. xyxy=(962,1063,987,1082)
court-notice-right-text: ಮಾನ್ಯ ಸಿವಿಲ್ ನ್ಯಾಯಾಧೀಶರ ನ್ಯಾಯಾಲಯ ಓ.ಎಸ್. ನಂ: 14/2025 ಅರ್ಜಿದಾರರು: 1. ರಾಮಚಂದ್ರ ... ಎದುರುದಾರರು: ... ಸಾರ್ವಜನಿಕ ಪ್ರಕಟಣೆ ಈ ಮೇಲ್ಕಂಡ ಪ್ರಕರಣದಲ್ಲಿ ಆಕ್ಷೇಪಣೆ ಇದ್ದಲ್ಲಿ ದಿನಾಂಕ: 21/03/2025 ರೊಳಗೆ ಸಲ್ಲಿಸಬಹುದು. ನ್ಯಾಯಾಲಯದ ಆದೇಶದ ಮೇರೆಗೆ ಸಹಿ/- ದಿನಾಂಕ: 21/03/2025 xyxy=(1352,148,1497,254)
rate-value: 280 - 300 xyxy=(542,650,590,661)
table-cell: 2025-26ನೇ ಸಾಲಿನ ಕಾಪು ಪುರಸಭಾ ವ್ಯಾಪ್ತಿಯಲ್ಲಿ ಒಳಚರಂಡಿ ವ್ಯವಸ್ಥೆ ನಿರ್ವಹಣೆ xyxy=(986,1594,1141,1622)
notice-title: ಇ-ಪ್ರೊಕ್ಯೂರ್‌ಮೆಂಟ್ ಪ್ರಕಟಣೆ xyxy=(605,227,946,252)
kaup-table xyxy=(962,1565,1498,1707)
table-cell: 50,000.00 xyxy=(1289,997,1378,1027)
fisheries-intro: ನಿಗಮದಲ್ಲಿ ಈ ಕೆಳಗಿನ ಕೋಷ್ಟಕದಲ್ಲಿ ನಮೂದಿಸಿರುವ ಮೀನು ಮಾರಾಟ ಮಳಿಗೆಗಳು, ಮತ್ಸ್ಯದರ್ಶಿನಿಗಳು, ನಿವೇಶನ, ಸ್ಥಳ ಮತ್ತು ಮುಂತಾದವುಗಳನ್ನು ಪರವಾನಿಗೆ ಆಧಾರದ ಮೇಲೆ ವಿಲೇವಾರಿ ಮಾಡಲು ಟೆಂಡರ್ ಆಹ್ವಾನಿಸಲಾಗಿದೆ. xyxy=(962,874,1481,894)
govt-header: ಕರ್ನಾಟಕ ಸರ್ಕಾರ xyxy=(656,2224,705,2234)
rubber-title: ರಬ್ಬರ್ ಧಾರಣೆ : ಗ್ರೇಡ್ xyxy=(414,751,595,768)
kaup-tender xyxy=(956,1433,1504,2213)
table-cell: 50,000.00 xyxy=(1289,930,1378,949)
temple-ref: ಕೆ.ಎಸ್.ಎಸ್.ಟಿ.: ಸಂ: ಕಾ.ನಿ.: 14/2024-25 ದಿನಾಂಕ: 05-04-2025 xyxy=(610,1189,829,1199)
table-cell: 4.97 xyxy=(1141,1594,1220,1622)
market-rates xyxy=(413,470,596,906)
udupi-body: ಉಡುಪಿ ನಗರಸಭೆ ಕಛೇರಿಯ ಆರೋಗ್ಯ ವಿಭಾಗದ ವಾಹನಗಳ ದುರಸ್ತಿ ಕಾರ್ಯಕ್ಕಾಗಿ ಅರ್ಹ ಸರಬರಾಜುದಾರರಿಂದ ಮೊಹರು ಮಾಡಿದ ಕೊಟೇಷನ್‌ಗಳನ್ನು ಆಹ್ವಾನಿಸಲಾಗಿದೆ. 140 ಸಂಖ್ಯೆ KMF-58 ವಾಹನಗಳ ದುರಸ್ತಿ. ದಿನಾಂಕ: 23.04.2025 ರಂದು ಸಂಜೆ 4-00 ಗಂಟೆಯ ಒಳಗೆ ಸಲ್ಲಿಸಬೇಕು. ಕೊಟೇಷನ್‌ಗಳನ್ನು ಅದೇ ದಿನ ಸಂಜೆ 5-00 ಗಂಟೆಗೆ ತೆರೆಯಲಾಗುವುದು. xyxy=(37,1773,397,1804)
koppal-title: ಕಾರ್ಯನಿರ್ವಾಹಕ ಅಭಿಯಂತರರು, ಸಣ್ಣ ನೀರಾವರಿ ಮತ್ತು ಅಂತರ್ಜಲ ಅಭಿವೃದ್ಧಿ ವಿಭಾಗ, ಕೊಪ್ಪಳ. xyxy=(613,1478,943,1507)
rate-value: 260 - 440 xyxy=(542,534,590,545)
govt-header: ಕರ್ನಾಟಕ ಸರ್ಕಾರ xyxy=(751,146,800,156)
rate-value: 210 - 230 xyxy=(542,621,590,632)
masthead xyxy=(31,54,1504,138)
court-body: Petitioners : 01. Sri. CS. SHADAKSHARI S/o Late. SHANTHARAR Aged About 60 Years, 02. Sri. C.S. HEMANTH KUMAR S/o Late. SHANTHARAJU Aged About 59 Years, R/at. #78, 4th Main Road, Vishweswaran post, West of Vidyamanyanagar, Bengaluru North, Bengaluru 560001 08. Sri. C.S. JITHENDRA S/o. Late. SHANTHARAJU Aged About 55 Years, The Petitioner No.1&3 R/at, OPPOSITE TO Secret Heart English Medium School Shanivarasanthe, Somwarpet Taluk, Kodagu District. Versus Respondents : THE REGISTRAR OF THE BIRTH AND DEATH. Represented by the THASILDHAR Somwarpet Taluk, Somwarpet. Kodagu District. COURT NOTICE Whereas the above Petitioners filed the Death Petition under Section 13(3) of The Birth and Deaths Registration Act, seeking the death certificate of the Petitioners Grandfather name SHANTHAMALLAPPA S/o. CHANNABASAPPA DATE 06-02-1958 AT DODDAKODLI VILLAGE, KODLIPET HOBLI against the above Respondents in Cr.MC. No.01/2025 before The Senior Civil Judge and JMFC Court at Somwarpet. Now the case is posted on 08-05-2025 anybody who have objection for issue of the death certificate of Petitioners Grandfather by name SHANTHAMALLAPPA S/o. CHANNABASAPPA either appear on 08-05-2025 at 11.00 A.M. Given under my hand in this day 29-03-2025 at Somwarpet. (By Order Of The Court) Sd/- Chief Ministerial Officer, Senior Civil Judge & J.M.F.C Court, Somwarpet Sd/- DHARMA PRAKASH K.R. Advocate for petitioner No.43, Main Road, Kodlipet. Somwarpet Taluk Somwarpet xyxy=(419,982,589,1559)
forest-body: 2025-26ನೇ ಸಾಲಿನಲ್ಲಿ ಬೆಂಗಳೂರು ದಕ್ಷಿಣ ಉಪ ವಿಭಾಗದ ವ್ಯಾಪ್ತಿಯಲ್ಲಿ ವಿವಿಧ ಯೋಜನೆಗಳಡಿಯಲ್ಲಿ ಕಾಮಗಾರಿಗಳನ್ನು ಕೈಗೊಳ್ಳಲು ಕರ್ನಾಟಕ ಸಾರ್ವಜನಿಕ ಸಂಗ್ರಹಣೆಗಳಲ್ಲಿ ಪಾರದರ್ಶಕತೆ ಕಾಯ್ದೆ ರನ್ವಯ ಇ-ಪ್ರೊಕ್ಯೂರ್‌ಮೆಂಟ್ ಪೋರ್ಟಲ್ https://kppp.karnataka.gov.in ಮೂಲಕ ಟೆಂಡರ್ ಆಹ್ವಾನಿಸಲಾಗಿದೆ. ಟೆಂಡರ್ ದಾಖಲಾತಿಗಳನ್ನು ದಿನಾಂಕ: 30.04.2025ರ ಸಂಜೆ 5.00 ಗಂಟೆಯವರೆಗೆ ಡೌನ್‌ಲೋಡ್ ಮಾಡಿಕೊಳ್ಳಬಹುದು. ದಿನಾಂಕ: 02.05.2025 ರ ಸಂಜೆ 5.00 ಗಂಟೆಗೆ ತಾಂತ್ರಿಕ ಬಿಡ್ ತೆರೆಯಲಾಗುವುದು. ದಿನಾಂಕ: 15.05.2025 ರ ಸಂಜೆ 5.00 ಗಂಟೆಯವರೆಗೆ ಮತ್ತು ದಿನಾಂಕ: 16.05.2025 ರ ಸಂಜೆ 5.00 ಗಂಟೆಗೆ ಆರ್ಥಿಕ ಬಿಡ್ ತೆರೆಯಲಾಗುವುದು. ವೆಬ್‌ಸೈಟ್ (https://kppp.karnataka.gov.in) ನಲ್ಲಿ ಮಾಹಿತಿಗಳನ್ನು ಪಡೆಯಬಹುದು. xyxy=(37,2128,394,2202)
pwd-sign: ಸಹಿ/- ಕಾರ್ಯಪಾಲಕ ಅಭಿಯಂತರರು, ಲೋಕೋಪಯೋಗಿ ಇಲಾಖೆ ದಾವಣಗೆರೆ ವಿಭಾಗ xyxy=(167,1358,399,1368)
forest-tender xyxy=(31,2037,405,2343)
rubber-rate-list xyxy=(414,768,595,826)
temple-body: ಕುಕ್ಕೆ ಶ್ರೀ ಸುಬ್ರಹ್ಮಣ್ಯ ದೇವರ ವಾರ್ಷಿಕ ಜಾತ್ರಾ ಮಹೋತ್ಸವದ ಸಂದರ್ಭದಲ್ಲಿ ಅಗತ್ಯವಿರುವ ಸಾಮಗ್ರಿಗಳನ್ನು ಸರಬರಾಜು ಮಾಡಲು ಅರ್ಹ ಸರಬರಾಜುದಾರರಿಂದ ಕೊಟೇಷನ್‌ಗಳನ್ನು ಆಹ್ವಾನಿಸಲಾಗಿದೆ. (1) ಕೊಟೇಷನ್‌ ಸಲ್ಲಿಸಲು ಕೊನೆಯ ದಿನಾಂಕ: 25-04-2025 (2) ಕೊಟೇಷನ್‌ಗಳನ್ನು ದಿನಾಂಕ: 25-04-2025 ರಂದು ಅಪರಾಹ್ನ 4.00 ಗಂಟೆಗೆ ತೆರೆಯಲಾಗುವುದು. xyxy=(610,1230,915,1272)
udupi-quotation xyxy=(31,1709,405,2030)
table-row xyxy=(962,949,1498,967)
fisheries-sign: ಸಹಿ/- ವ್ಯವಸ್ಥಾಪಕ ನಿರ್ದೇಶಕರು xyxy=(1414,1142,1498,1152)
irrigation-email: ಇ-ಮೇಲ್: eemidivdwd@yahoo.com / midn dwd@rediffmail.com xyxy=(605,599,946,614)
table-cell: 10,000.00 xyxy=(1289,949,1378,967)
rate-row xyxy=(414,811,595,826)
table-cell: ನಿಗಮದ ಮಲ್ಪೆ ಮೀನುಗಾರಿಕಾ ಬಂದರಿನಲ್ಲಿ ಮಂಜುಗಡ್ಡೆ ಸ್ಥಾವರ ಮತ್ತು 5 ಮೆಟ್ರಿಕ್ ಟನ್ ಸಾಮರ್ಥ್ಯದ ಶೀತಲ ಘಟಕ xyxy=(987,967,1289,997)
table-cell: 1,000.00 xyxy=(1378,1063,1498,1082)
notice-title: ಟೆಂಡರ್ ಪ್ರಕಟಣೆ (ಐಎಫ್‌ಬಿ) (ಕೆಟಗರಿ-1, 2, 3 & 4) xyxy=(605,634,946,657)
govt-emblem-icon xyxy=(615,530,648,563)
rate-name: ಆರ್‌ಎಸ್‌ಎಸ್ 2 xyxy=(419,784,473,795)
forest-title: ಕರ್ನಾಟಕ ಅರಣ್ಯ ಇಲಾಖೆ xyxy=(32,2039,404,2067)
table-cell: 1,000.00 xyxy=(1378,1045,1498,1063)
court-notice-belur-text: ಮಾನ್ಯ ಹೆಚ್ಚುವರಿ ಸಿವಿಲ್ ನ್ಯಾಯಾಧೀಶರು ಮತ್ತು ಜೆ.ಎಂ.ಎಫ್.ಸಿ. ನ್ಯಾಯಾಲಯ ಬೇಲೂರು ಅಸಲು ನ್ಯಾಯಾಲಯ ಓ.ಎಸ್. ನಂ: 25/2025 ಮುಂದಿನ ದಿನಾಂಕ: 25.04.2025 ಫಿರ್ಯಾದಿ: ಕೃಷ್ಣೇಗೌಡ ... ಪ್ರತಿವಾದಿಗಳು: ... ಇತರರು ನೋಟೀಸು ಮಾನ್ಯ ನ್ಯಾಯಾಲಯದ ಮುಂದೆ ಹಾಜರಾಗಲು ಸೂಚಿಸಿದೆ. ದಿನಾಂಕ: 25-04-2025 ರಂದು ಬೆಳಿಗ್ಗೆ 11.00 ಗಂಟೆಗೆ ನ್ಯಾಯಾಲಯದ ಅಪ್ಪಣೆ ಮೇರೆಗೆ ಸಹಿ/- ಶಿರಸ್ತೇದಾರರು xyxy=(37,148,198,318)
column-header: ಕ್ರ. ಸಂ xyxy=(962,901,987,930)
rate-row xyxy=(414,692,595,706)
